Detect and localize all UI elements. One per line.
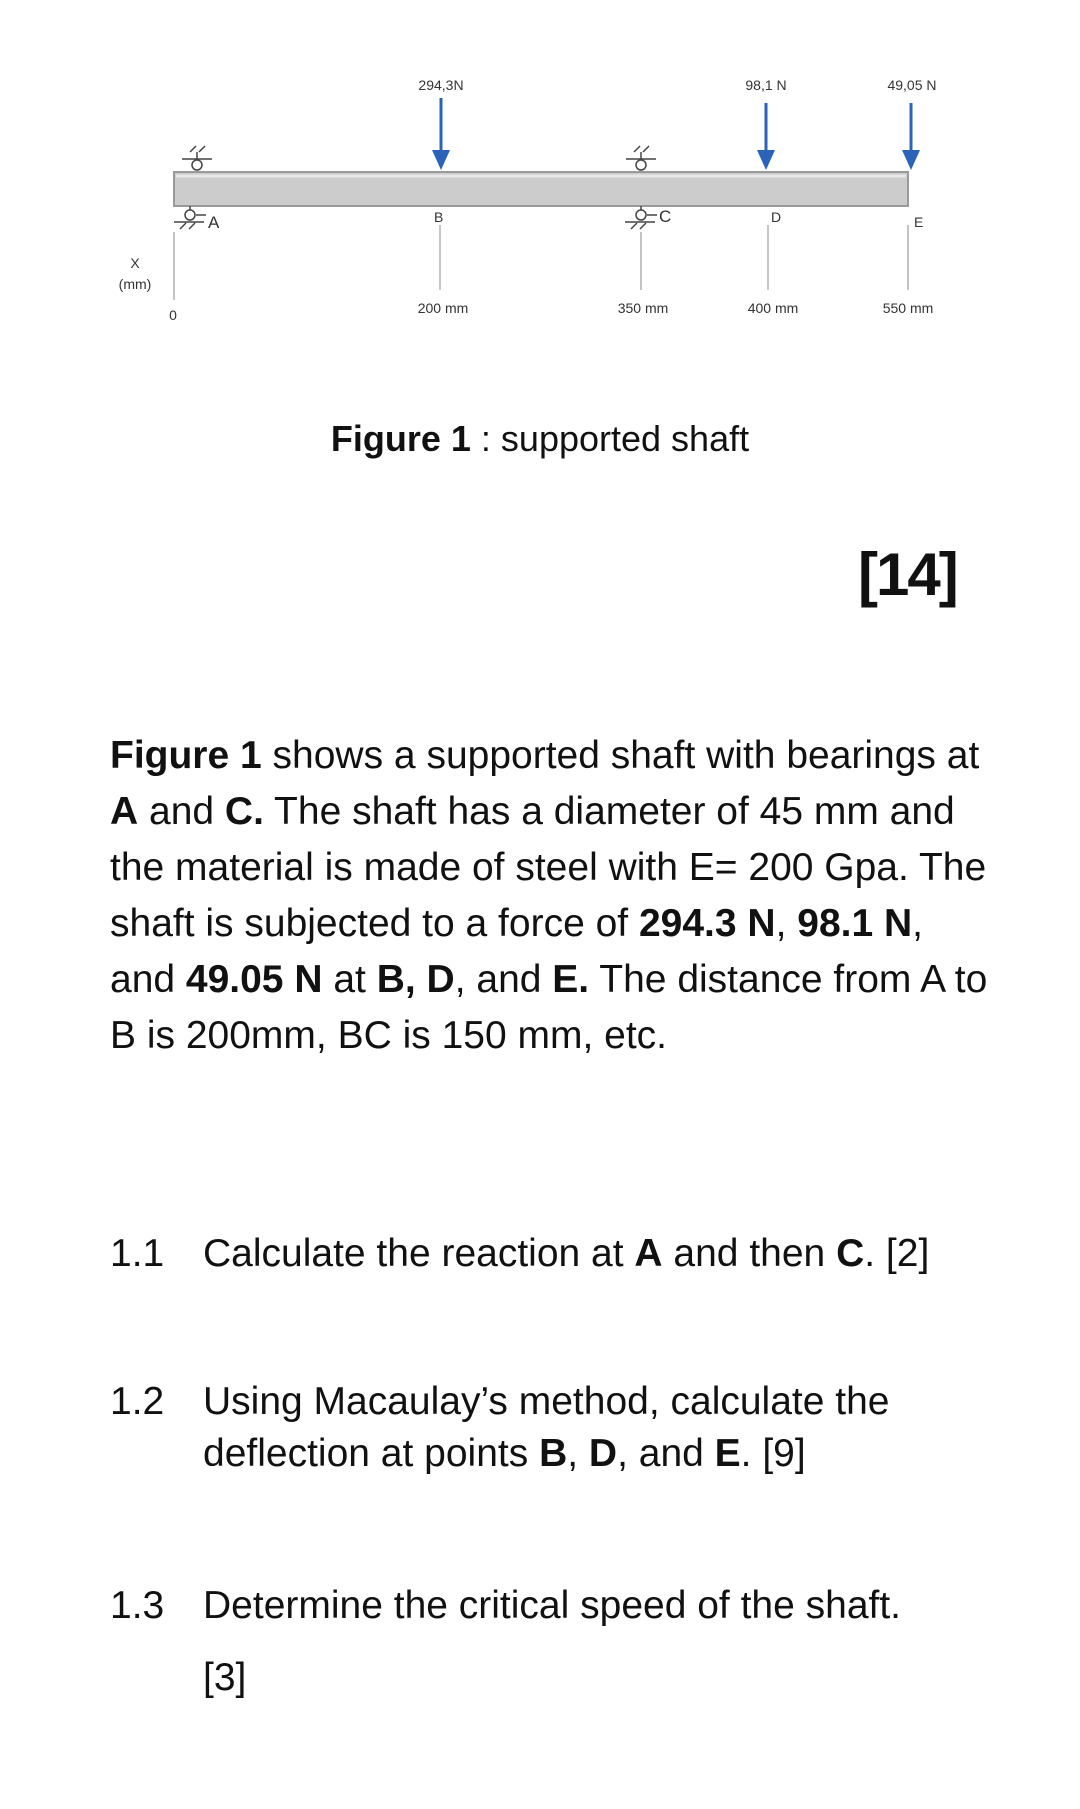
force-arrow-d-head: [757, 150, 775, 170]
origin-label: 0: [169, 307, 177, 323]
question-text: [203, 1228, 990, 1280]
q2-bold-3: E: [714, 1432, 741, 1475]
problem-bold-2: A: [110, 790, 139, 833]
point-d-label: D: [771, 209, 782, 225]
q2-text-3: , and: [617, 1432, 715, 1475]
point-b-label: B: [434, 209, 444, 225]
bearing-a-bottom-icon: [174, 206, 206, 229]
distance-label-e: 550 mm: [882, 300, 934, 316]
q1-text-3: . [2]: [864, 1232, 930, 1275]
q1-bold-2: C: [836, 1232, 865, 1275]
question-text: [203, 1580, 990, 1704]
figure-caption-bold: Figure 1: [330, 418, 471, 459]
question-1-2: [110, 1376, 990, 1480]
total-marks: [14]: [858, 541, 957, 608]
problem-bold-4: 294.3 N: [638, 902, 776, 945]
question-text: [203, 1376, 990, 1480]
force-arrow-b-head: [432, 150, 450, 170]
question-number: 1.3: [110, 1584, 165, 1627]
distance-label-c: 350 mm: [617, 300, 669, 316]
problem-bold-8: E.: [552, 958, 590, 1001]
problem-bold-5: 98.1 N: [797, 902, 913, 945]
point-e-label: E: [914, 214, 924, 230]
point-c-label: C: [659, 207, 672, 226]
problem-text-4: ,: [775, 902, 798, 945]
figure-caption: [0, 418, 1080, 460]
x-axis-label: X: [130, 255, 140, 271]
q3-marks: [3]: [203, 1656, 247, 1699]
question-1-1: [110, 1228, 990, 1280]
q1-text-2: and then: [662, 1232, 837, 1275]
figure-caption-text: : supported shaft: [470, 418, 750, 459]
problem-text-3: The shaft has a diameter of 45 mm and the material is made of steel with E= 200 Gpa. The shaft is subjected to a force of: [110, 790, 987, 945]
bearing-c-top-icon: [626, 146, 656, 170]
dimension-lines: [174, 225, 908, 300]
problem-text-8: The distance from A to B is 200mm, BC is 150 mm, etc.: [110, 958, 988, 1057]
x-axis-unit: (mm): [118, 276, 152, 292]
q2-bold-1: B: [539, 1432, 568, 1475]
problem-text-7: , and: [454, 958, 553, 1001]
question-number: 1.1: [110, 1232, 165, 1275]
problem-statement: [110, 728, 990, 1064]
q2-text-1: Using Macaulay’s method, calculate the deflection at points: [203, 1380, 890, 1475]
force-arrows: [432, 98, 920, 170]
problem-bold-7: B, D: [376, 958, 455, 1001]
force-label-e: 49,05 N: [887, 77, 937, 93]
q1-bold-1: A: [634, 1232, 663, 1275]
force-label-b: 294,3N: [418, 77, 464, 93]
bearing-c-bottom-icon: [625, 206, 657, 229]
problem-bold-6: 49.05 N: [185, 958, 323, 1001]
question-number: 1.2: [110, 1380, 165, 1423]
problem-text-1: shows a supported shaft with bearings at: [261, 734, 980, 777]
point-a-label: A: [208, 213, 220, 232]
q1-text-1: Calculate the reaction at: [203, 1232, 635, 1275]
bearing-a-top-icon: [182, 146, 212, 170]
shaft-figure: [0, 0, 1080, 380]
distance-label-b: 200 mm: [417, 300, 469, 316]
problem-bold-1: Figure 1: [110, 734, 262, 777]
force-arrow-e-head: [902, 150, 920, 170]
q2-text-2: ,: [567, 1432, 589, 1475]
problem-text-6: at: [322, 958, 377, 1001]
problem-text-2: and: [138, 790, 225, 833]
force-label-d: 98,1 N: [745, 77, 787, 93]
q3-text-1: Determine the critical speed of the shaft.: [203, 1584, 902, 1627]
problem-text-5: , and: [110, 902, 923, 1001]
problem-bold-3: C.: [224, 790, 264, 833]
q2-text-4: . [9]: [740, 1432, 806, 1475]
question-1-3: [110, 1580, 990, 1704]
q2-bold-2: D: [588, 1432, 618, 1475]
distance-label-d: 400 mm: [747, 300, 799, 316]
